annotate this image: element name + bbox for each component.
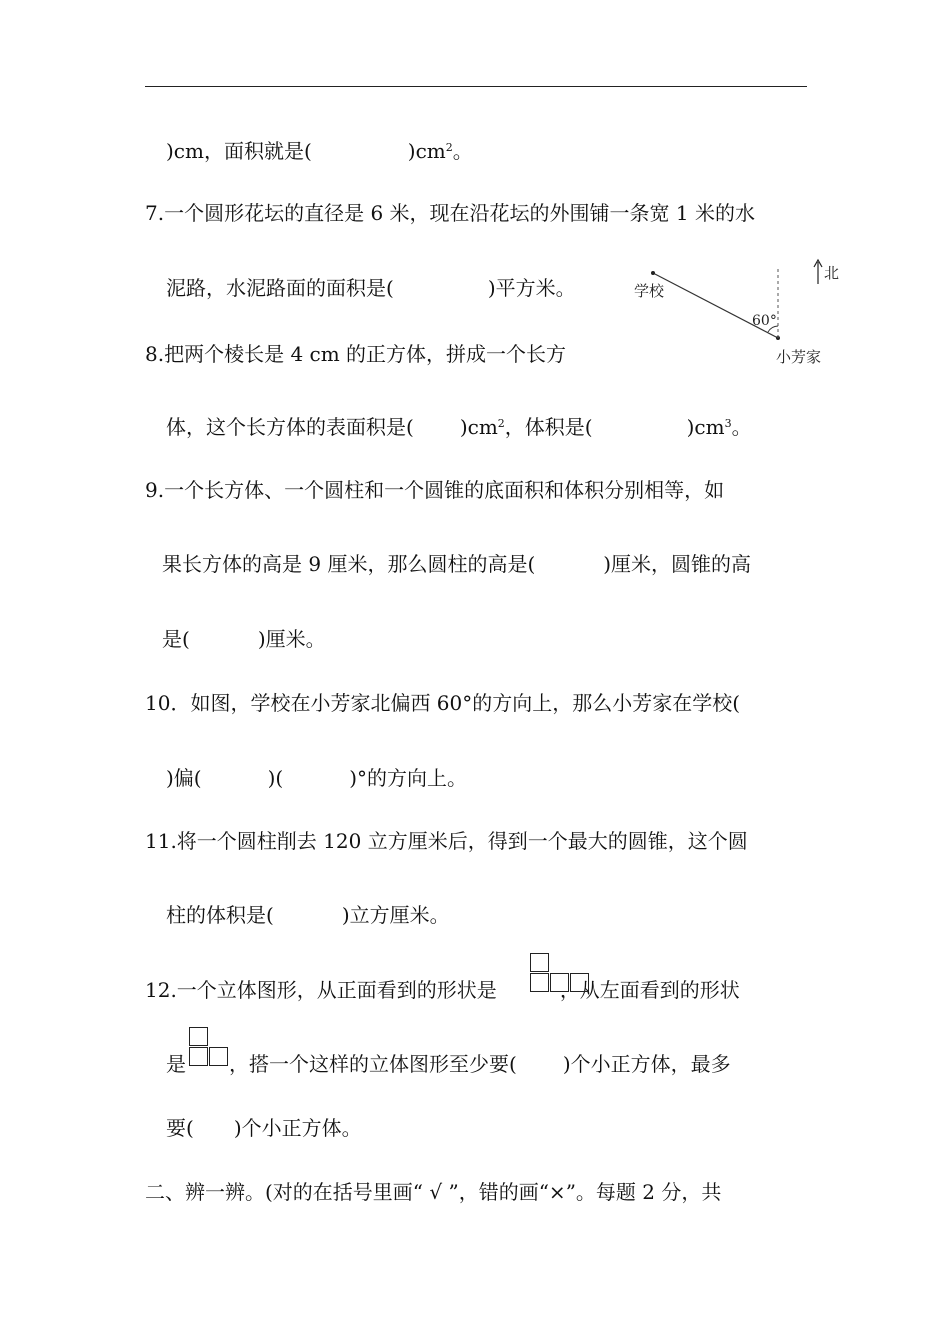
q12-text-f: 要(	[166, 1116, 194, 1140]
q9-line2	[162, 550, 751, 578]
superscript: 2	[497, 417, 505, 430]
q12-text-g: )个小正方体。	[233, 1116, 362, 1140]
q7-line1: 7.一个圆形花坛的直径是 6 米，现在沿花坛的外围铺一条宽 1 米的水	[145, 201, 755, 225]
q9-line1: 9.一个长方体、一个圆柱和一个圆锥的底面积和体积分别相等，如	[145, 478, 725, 502]
q6-text-c: 。	[452, 139, 473, 163]
q12-text-a: 12.一个立体图形，从正面看到的形状是	[145, 978, 497, 1002]
q12-line1	[145, 976, 740, 1004]
q12-text-e: )个小正方体，最多	[562, 1052, 731, 1076]
q11-line2	[166, 901, 450, 929]
q11-text-a: 柱的体积是(	[166, 903, 274, 927]
school-point	[651, 271, 655, 275]
header-rule	[145, 86, 807, 87]
q9-text-d: )厘米。	[257, 627, 326, 651]
q7-line2	[166, 274, 576, 302]
north-label: 北	[824, 264, 840, 282]
cube-square	[550, 973, 569, 992]
cube-square	[189, 1047, 208, 1066]
superscript: 2	[445, 141, 453, 154]
q7-text-a: 泥路，水泥路面的面积是(	[166, 276, 394, 300]
q10-text-a: )偏(	[166, 766, 202, 790]
q11-text-b: )立方厘米。	[341, 903, 450, 927]
q12-line3	[166, 1114, 362, 1142]
cube-square	[530, 953, 549, 972]
q6-text-b: )cm	[407, 139, 446, 163]
q8-text-a: 体，这个长方体的表面积是(	[166, 415, 414, 439]
q8-line1: 8.把两个棱长是 4 cm 的正方体，拼成一个长方	[145, 342, 567, 366]
q8-text-e: 。	[731, 415, 752, 439]
q6-text-a: )cm，面积就是(	[166, 139, 312, 163]
q12-text-d: ，搭一个这样的立体图形至少要(	[229, 1052, 517, 1076]
q9-text-a: 果长方体的高是 9 厘米，那么圆柱的高是(	[162, 552, 536, 576]
q10-line2	[166, 764, 467, 792]
q9-text-b: )厘米，圆锥的高	[603, 552, 752, 576]
section2-heading: 二、辨一辨。(对的在括号里画“ √ ”，错的画“×”。每题 2 分，共	[145, 1180, 722, 1204]
q10-line1: 10．如图，学校在小芳家北偏西 60°的方向上，那么小芳家在学校(	[145, 691, 741, 715]
cube-square	[530, 973, 549, 992]
q7-text-b: )平方米。	[487, 276, 576, 300]
q6-continuation	[166, 137, 473, 165]
school-label: 学校	[634, 282, 665, 300]
q11-line1: 11.将一个圆柱削去 120 立方厘米后，得到一个最大的圆锥，这个圆	[145, 829, 748, 853]
q12-line2	[166, 1050, 731, 1078]
cube-square	[189, 1027, 208, 1046]
q8-text-c: ，体积是(	[504, 415, 593, 439]
cube-square	[209, 1047, 228, 1066]
superscript: 3	[724, 417, 732, 430]
direction-diagram	[628, 258, 848, 373]
cube-square	[570, 973, 589, 992]
q12-text-c: 是	[166, 1052, 186, 1076]
q8-text-b: )cm	[459, 415, 498, 439]
angle-label: 60°	[752, 313, 777, 329]
q10-text-c: )°的方向上。	[349, 766, 468, 790]
q8-line2	[166, 413, 752, 441]
q8-text-d: )cm	[686, 415, 725, 439]
q12-text-b: ，从左面看到的形状	[559, 978, 740, 1002]
q10-text-b: )(	[267, 766, 284, 790]
q9-line3	[162, 625, 326, 653]
q9-text-c: 是(	[162, 627, 190, 651]
home-label: 小芳家	[776, 348, 822, 366]
